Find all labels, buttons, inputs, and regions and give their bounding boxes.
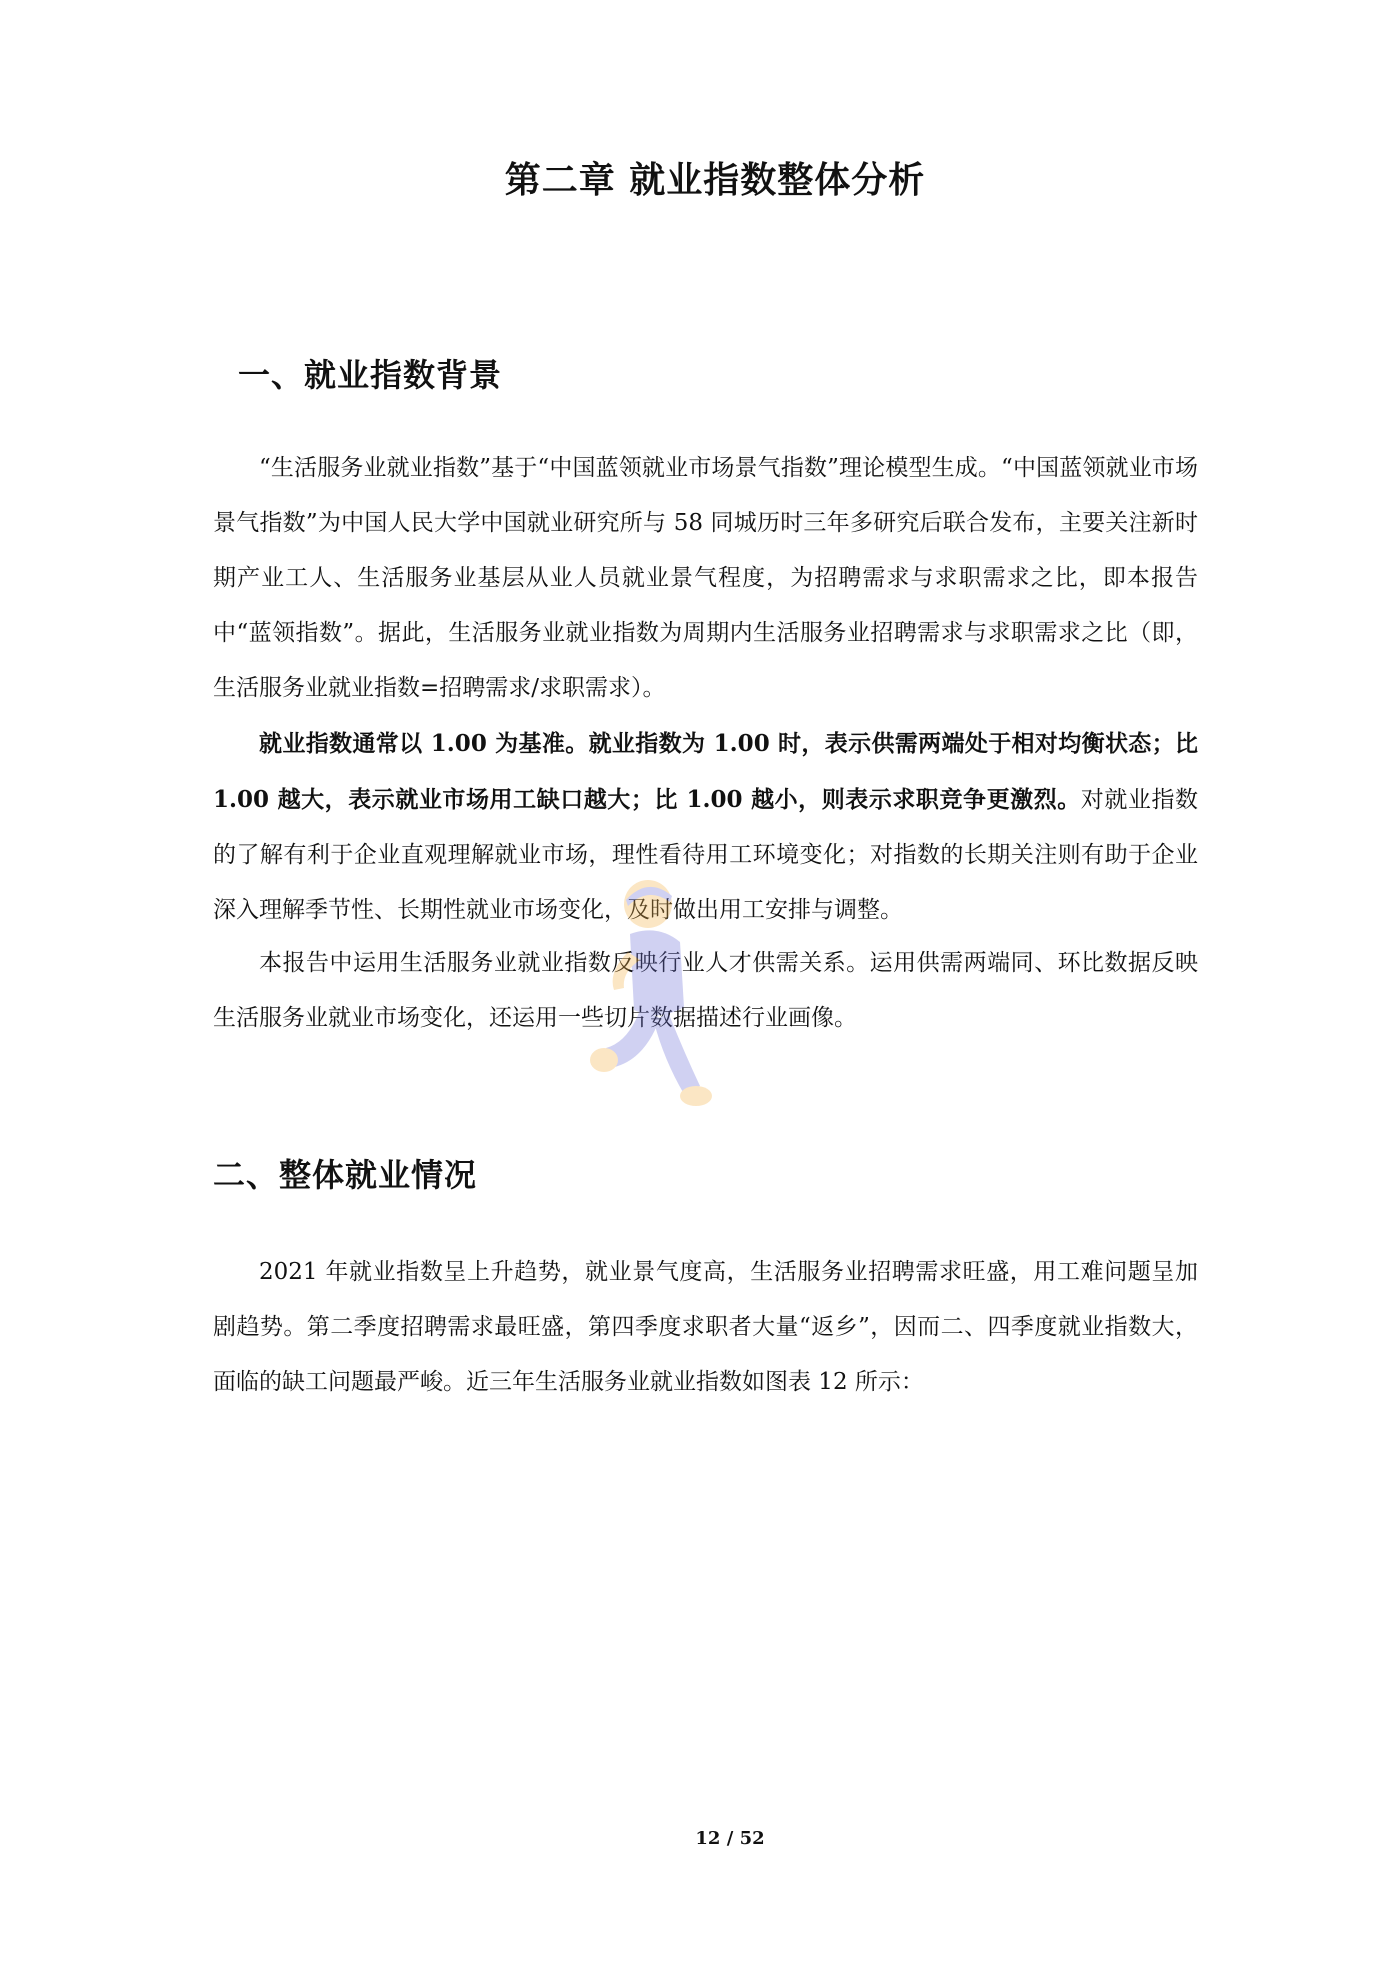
section-heading-overall: 二、整体就业情况 — [213, 1156, 478, 1194]
page-number — [0, 1828, 1400, 1849]
paragraph-overall-employment: 2021 年就业指数呈上升趋势，就业景气度高，生活服务业招聘需求旺盛，用工难问题呈加剧趋势。第二季度招聘需求最旺盛，第四季度求职者大量“返乡”，因而二、四季度就业指数大，面临的缺工问题最严峻。近三年生活服务业就业指数如图表 12 所示： — [213, 1259, 1198, 1395]
current-page: 12 — [695, 1828, 721, 1849]
paragraph-report-usage: 本报告中运用生活服务业就业指数反映行业人才供需关系。运用供需两端同、环比数据反映生活服务业就业市场变化，还运用一些切片数据描述行业画像。 — [213, 950, 1198, 1031]
page-separator: / — [726, 1828, 734, 1849]
paragraph-index-definition: “生活服务业就业指数”基于“中国蓝领就业市场景气指数”理论模型生成。“中国蓝领就业市场景气指数”为中国人民大学中国就业研究所与 58 同城历时三年多研究后联合发布，主要关注新时期产业工人、生活服务业基层从业人员就业景气程度，为招聘需求与求职需求之比，即本报告中“蓝领指数”。据此，生活服务业就业指数为周期内生活服务业招聘需求与求职需求之比（即，生活服务业就业指数=招聘需求/求职需求）。 — [213, 455, 1198, 701]
paragraph-bold-text: 就业指数通常以 1.00 为基准。就业指数为 1.00 时，表示供需两端处于相对均衡状态；比 1.00 越大，表示就业市场用工缺口越大；比 1.00 越小，则表示求职竞争更激烈。 — [213, 730, 1198, 813]
total-pages: 52 — [739, 1828, 765, 1849]
section-heading-background: 一、就业指数背景 — [238, 356, 503, 394]
chapter-title: 第二章 就业指数整体分析 — [504, 160, 926, 201]
paragraph-regular-text: 对就业指数的了解有利于企业直观理解就业市场，理性看待用工环境变化；对指数的长期关注则有助于企业深入理解季节性、长期性就业市场变化，及时做出用工安排与调整。 — [213, 787, 1199, 923]
runner-watermark-logo — [588, 872, 718, 1112]
